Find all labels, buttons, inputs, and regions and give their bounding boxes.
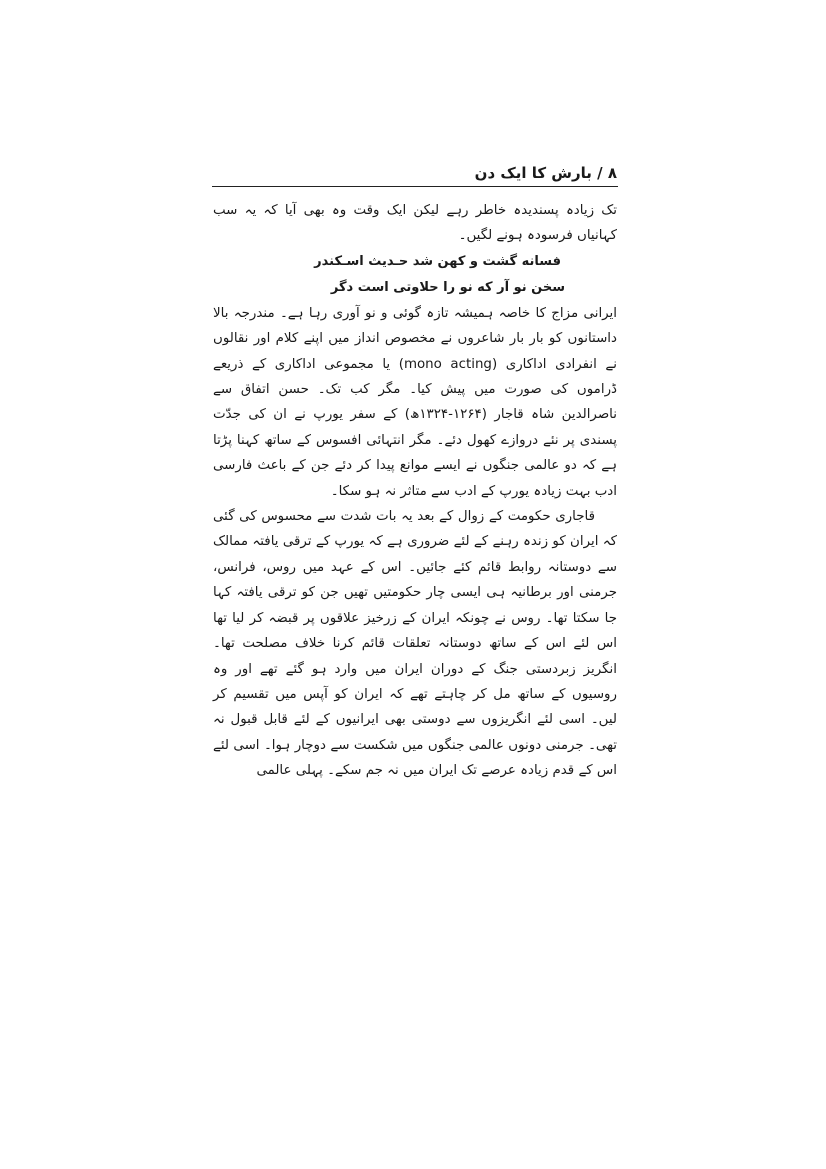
persian-verse-line-2: سخن نو آر که نو را حلاوتی است دگر bbox=[330, 279, 565, 295]
page-body bbox=[213, 198, 617, 784]
paragraph-qajar-decline: قاجاری حکومت کے زوال کے بعد یہ بات شدت سے محسوس کی گئی کہ ایران کو زندہ رہنے کے لئے ضروری ہے کہ یورپ کے ترقی یافتہ ممالک سے دوستانہ روابط قائم کئے جائیں۔ اس کے عہد میں روس، فرانس، جرمنی اور برطانیہ ہی ایسی چار حکومتیں تھیں جن کو ترقی یافتہ کہا جا سکتا تھا۔ روس نے چونکہ ایران کے زرخیز علاقوں پر قبضہ کر لیا تھا اس لئے اس کے ساتھ دوستانہ تعلقات قائم کرنا خلاف مصلحت تھا۔ انگریز زبردستی جنگ کے دوران ایران میں وارد ہو گئے تھے اور وہ روسیوں کے ساتھ مل کر چاہتے تھے کہ ایران کو آپس میں تقسیم کر لیں۔ اسی لئے انگریزوں سے دوستی بھی ایرانیوں کے لئے قابل قبول نہ تھی۔ جرمنی دونوں عالمی جنگوں میں شکست سے دوچار ہوا۔ اسی لئے اس کے قدم زیادہ عرصے تک ایران میں نہ جم سکے۔ پہلی عالمی bbox=[213, 509, 617, 779]
paragraph-iranian-temperament: ایرانی مزاج کا خاصہ ہمیشہ تازہ گوئی و نو آوری رہا ہے۔ مندرجہ بالا داستانوں کو بار بار شاعروں نے مخصوص انداز میں اپنے کلام اور نقالوں نے انفرادی اداکاری (mono acting) یا مجموعی اداکاری کے ذریعے ڈراموں کی صورت میں پیش کیا۔ مگر کب تک۔ حسن اتفاق سے ناصرالدین شاہ قاجار (۱۲۶۴-۱۳۲۴ھ) کے سفر یورپ نے ان کی جدّت پسندی پر نئے دروازے کھول دئے۔ مگر انتہائی افسوس کے ساتھ کہنا پڑتا ہے کہ دو عالمی جنگوں نے ایسے موانع پیدا کر دئے جن کے باعث فارسی ادب بہت زیادہ یورپ کے ادب سے متاثر نہ ہو سکا۔ bbox=[213, 305, 617, 499]
opening-paragraph: تک زیادہ پسندیدہ خاطر رہے لیکن ایک وقت وہ بھی آیا کہ یہ سب کہانیاں فرسودہ ہونے لگیں۔ bbox=[213, 203, 617, 244]
persian-verse-line-1: فسانه گشت و کهن شد حـدیث اسـکندر bbox=[314, 253, 561, 269]
header-rule bbox=[212, 186, 618, 187]
running-header: ۸ / بارش کا ایک دن bbox=[474, 164, 617, 182]
